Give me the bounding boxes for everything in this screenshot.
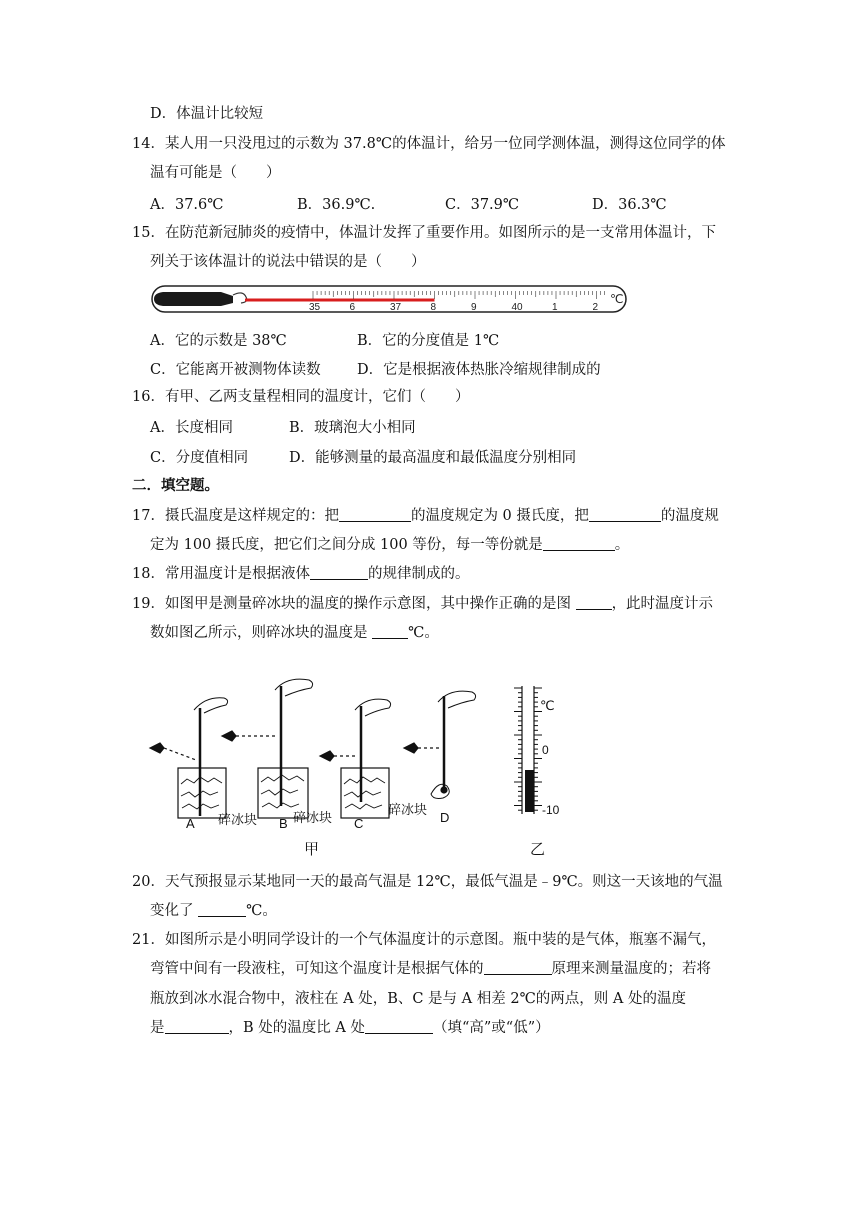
q21-text-b: 原理来测量温度的；若将 [551, 961, 711, 977]
q17-text-d: 定为 100 摄氏度，把它们之间分成 100 等份，每一等份就是 [150, 537, 543, 553]
q21-text-c: 是 [150, 1020, 165, 1036]
q21-line4 [150, 1018, 550, 1038]
liquid-column-yi [525, 770, 534, 812]
q18-text-a: 18．常用温度计是根据液体 [132, 566, 310, 582]
q14-stem-line2: 温有可能是（ ） [150, 165, 281, 181]
beaker-c [341, 768, 389, 818]
panel-b [222, 679, 313, 818]
q17-blank-1 [339, 507, 411, 522]
q17-line2 [150, 535, 629, 555]
q16-stem: 16．有甲、乙两支量程相同的温度计，它们（ ） [132, 389, 470, 405]
q20-text-a: 变化了 [150, 903, 199, 919]
scale-zero-label: 0 [542, 743, 549, 757]
panel-label-a: A [186, 816, 195, 831]
q15-stem-line2: 列关于该体温计的说法中错误的是（ ） [150, 254, 426, 270]
thermometer-unit: ℃ [610, 292, 624, 306]
scale-minus10-label: -10 [542, 803, 560, 817]
q21-blank-2 [165, 1019, 229, 1034]
q19-line1 [132, 594, 713, 614]
caption-yi: 乙 [530, 841, 546, 858]
q21-line1: 21．如图所示是小明同学设计的一个气体温度计的示意图。瓶中装的是气体，瓶塞不漏气， [132, 932, 716, 948]
q15-option-c: C．它能离开被测物体读数 [150, 362, 321, 378]
scale-label: 1 [552, 302, 558, 313]
q17-text-b: 的温度规定为 0 摄氏度，把 [410, 508, 589, 524]
ice-label-c: 碎冰块 [388, 802, 428, 817]
q21-line3: 瓶放到冰水混合物中，液柱在 A 处，B、C 是与 A 相差 2℃的两点，则 A 处的温度 [150, 991, 686, 1007]
q15-option-b: B．它的分度值是 1℃ [357, 333, 500, 349]
q19-text-b: ，此时温度计示 [611, 596, 714, 612]
q16-option-a: A．长度相同 [150, 420, 233, 436]
scale-label: 37 [390, 302, 402, 313]
q17-text-e: 。 [614, 537, 630, 553]
q21-text-a: 弯管中间有一段液柱，可知这个温度计是根据气体的 [150, 961, 484, 977]
ice-label-b: 碎冰块 [293, 810, 333, 825]
q17-line1 [132, 506, 719, 526]
q20-line1: 20．天气预报显示某地同一天的最高气温是 12℃，最低气温是﹣9℃。则这一天该地的气温 [132, 874, 723, 890]
q14-option-c: C．37.9℃ [445, 197, 520, 213]
q19-text-a: 19．如图甲是测量碎冰块的温度的操作示意图，其中操作正确的是图 [132, 596, 576, 612]
q19-text-d: ℃。 [408, 625, 439, 641]
q16-option-b: B．玻璃泡大小相同 [289, 420, 416, 436]
q19-line2 [150, 623, 439, 643]
beaker-a [178, 768, 226, 818]
ice-label-a: 碎冰块 [218, 812, 258, 827]
thermometer-bulb [154, 292, 233, 306]
q14-stem-line1: 14．某人用一只没甩过的示数为 37.8℃的体温计，给另一位同学测体温，测得这位同学的体 [132, 136, 726, 152]
q19-text-c: 数如图乙所示，则碎冰块的温度是 [150, 625, 373, 641]
q17-blank-3 [543, 536, 615, 551]
q18-line [132, 564, 469, 584]
q17-text-a: 17．摄氏温度是这样规定的：把 [132, 508, 339, 524]
caption-jia: 甲 [304, 841, 320, 858]
q21-text-d: ，B 处的温度比 A 处 [228, 1020, 365, 1036]
ice-measurement-figure [148, 676, 588, 866]
panel-label-c: C [354, 816, 364, 831]
panel-d [404, 691, 476, 798]
q13-option-d: D．体温计比较短 [150, 106, 264, 122]
q15-option-d: D．它是根据液体热胀冷缩规律制成的 [357, 362, 601, 378]
panel-label-b: B [279, 816, 288, 831]
q17-text-c: 的温度规 [660, 508, 719, 524]
q20-text-b: ℃。 [246, 903, 277, 919]
q16-option-c: C．分度值相同 [150, 450, 249, 466]
q14-option-b: B．36.9℃. [297, 197, 376, 213]
scale-label: 6 [349, 302, 356, 313]
q19-blank-2 [372, 624, 408, 639]
panel-label-d: D [440, 810, 450, 825]
q15-stem-line1: 15．在防范新冠肺炎的疫情中，体温计发挥了重要作用。如图所示的是一支常用体温计，下 [132, 225, 716, 241]
q15-option-a: A．它的示数是 38℃ [150, 333, 287, 349]
q21-blank-3 [365, 1019, 433, 1034]
q20-line2 [150, 901, 277, 921]
q21-blank-1 [484, 960, 552, 975]
thermometer-scale-yi [514, 686, 560, 858]
section-heading: 二．填空题。 [132, 477, 219, 494]
q21-text-e: （填“高”或“低”） [432, 1020, 550, 1036]
scale-label: 2 [592, 302, 599, 313]
scale-label: 9 [471, 302, 477, 313]
q18-blank [310, 565, 368, 580]
scale-label: 35 [309, 302, 321, 313]
q14-option-d: D．36.3℃ [592, 197, 667, 213]
q16-option-d: D．能够测量的最高温度和最低温度分别相同 [289, 450, 577, 466]
q14-option-a: A．37.6℃ [150, 197, 224, 213]
panel-a [150, 698, 228, 818]
scale-unit-yi: ℃ [540, 698, 555, 713]
mercury-column [245, 299, 435, 302]
q18-text-b: 的规律制成的。 [367, 566, 470, 582]
q21-line2 [150, 959, 711, 979]
scale-label: 40 [511, 302, 523, 313]
q20-blank [198, 902, 246, 917]
scale-label: 8 [430, 302, 437, 313]
clinical-thermometer-figure [151, 284, 631, 314]
q17-blank-2 [589, 507, 661, 522]
panel-c [320, 699, 391, 818]
q19-blank-1 [576, 595, 612, 610]
